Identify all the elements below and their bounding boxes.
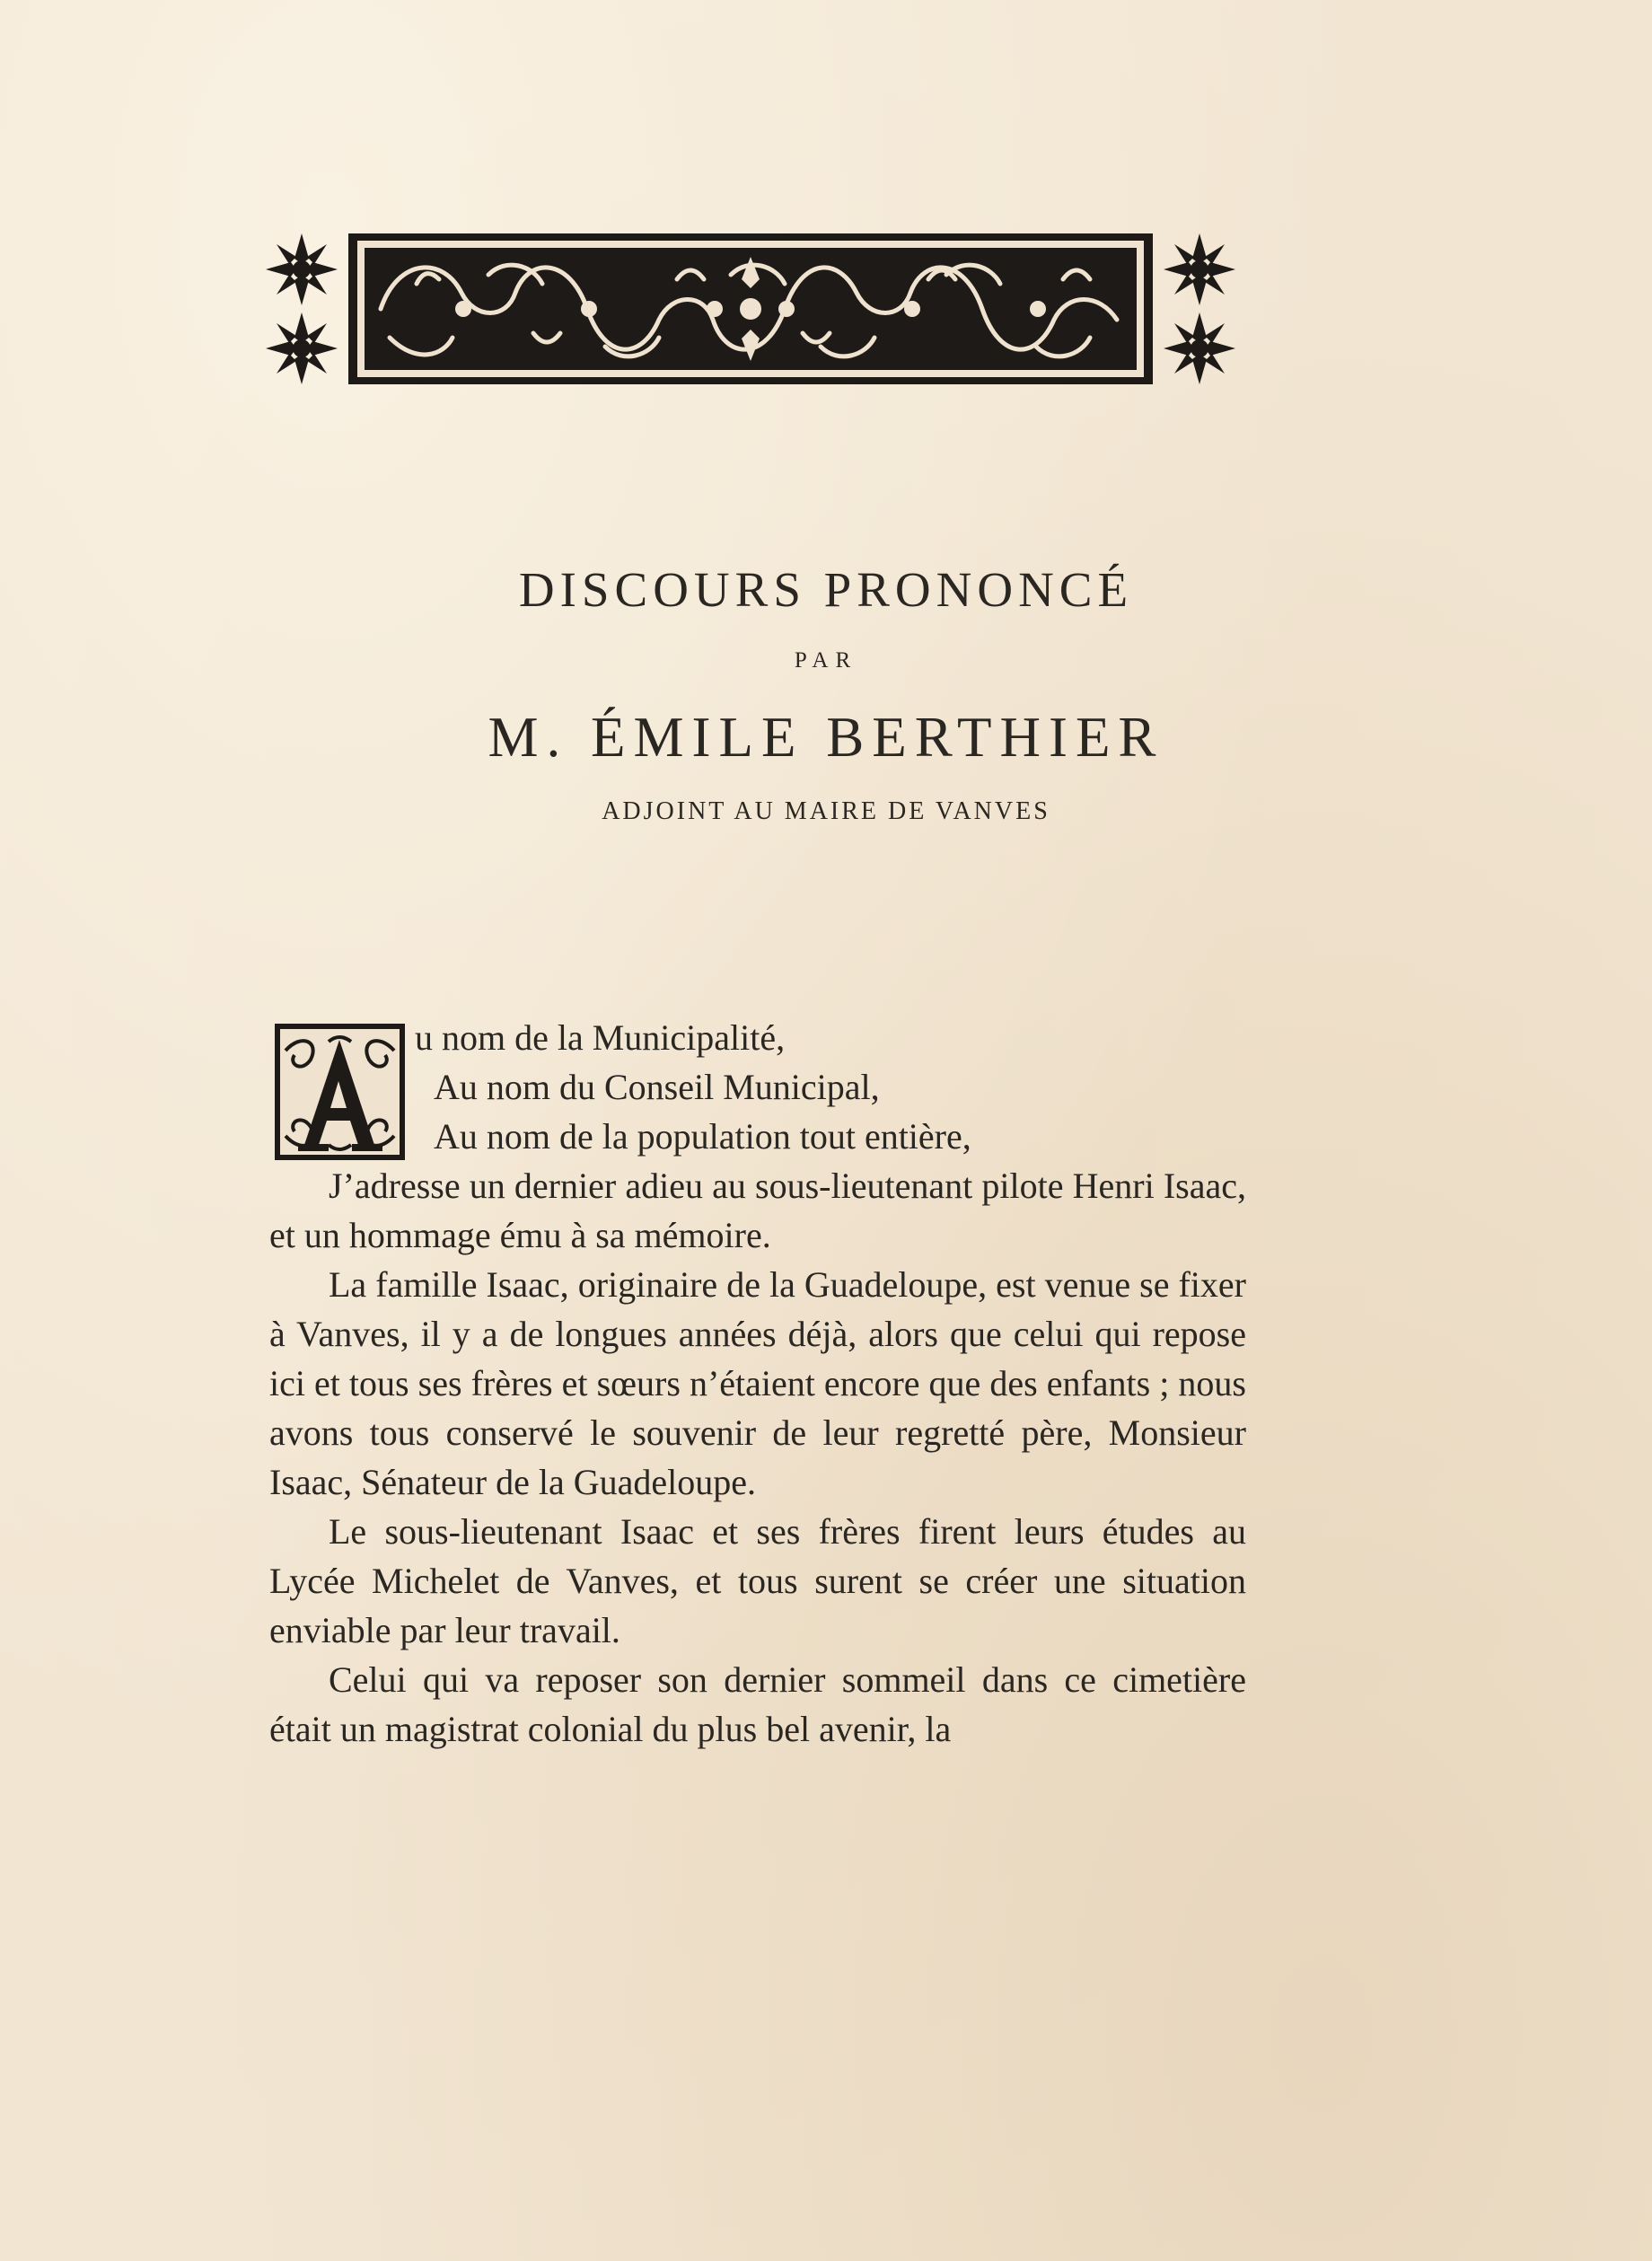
paragraph-2-text: La famille Isaac, originaire de la Guadeloupe, est venue se fixer à Vanves, il y a de longues années déjà, alors que celui qui repose ici et tous ses frères et sœurs n’étaient encore que des enfants ; nous avons tous conservé le souvenir de leur regretté père, Monsieur Isaac, Sénateur de la Guadeloupe. — [269, 1264, 1246, 1502]
paragraph-1-text: J’adresse un dernier adieu au sous-lieutenant pilote Henri Isaac, et un hommage ému à sa mémoire. — [269, 1166, 1246, 1255]
speech-body — [269, 1013, 1246, 1754]
paragraph-3-text: Le sous-lieutenant Isaac et ses frères firent leurs études au Lycée Michelet de Vanves, et tous surent se créer une situation enviable par leur travail. — [269, 1511, 1246, 1650]
paragraph-1 — [269, 1161, 1246, 1260]
speech-title: DISCOURS PRONONCÉ — [518, 562, 1134, 617]
paragraph-4-text: Celui qui va reposer son dernier sommeil dans ce cimetière était un magistrat colonial du plus bel avenir, la — [269, 1659, 1246, 1749]
paragraph-3 — [269, 1507, 1246, 1655]
opening-line-3: Au nom de la population tout entière, — [434, 1116, 971, 1157]
dropcap-a-icon — [275, 1024, 405, 1160]
paragraph-2 — [269, 1260, 1246, 1507]
opening-line-1: u nom de la Municipalité, — [415, 1017, 786, 1058]
speaker-name: M. ÉMILE BERTHIER — [488, 706, 1164, 769]
opening-line-2: Au nom du Conseil Municipal, — [434, 1067, 880, 1107]
floral-band-ornament-icon — [264, 230, 1237, 388]
by-label: PAR — [794, 648, 858, 673]
paragraph-4 — [269, 1655, 1246, 1754]
opening-lines — [269, 1013, 1246, 1161]
speaker-role: ADJOINT AU MAIRE DE VANVES — [602, 797, 1050, 825]
